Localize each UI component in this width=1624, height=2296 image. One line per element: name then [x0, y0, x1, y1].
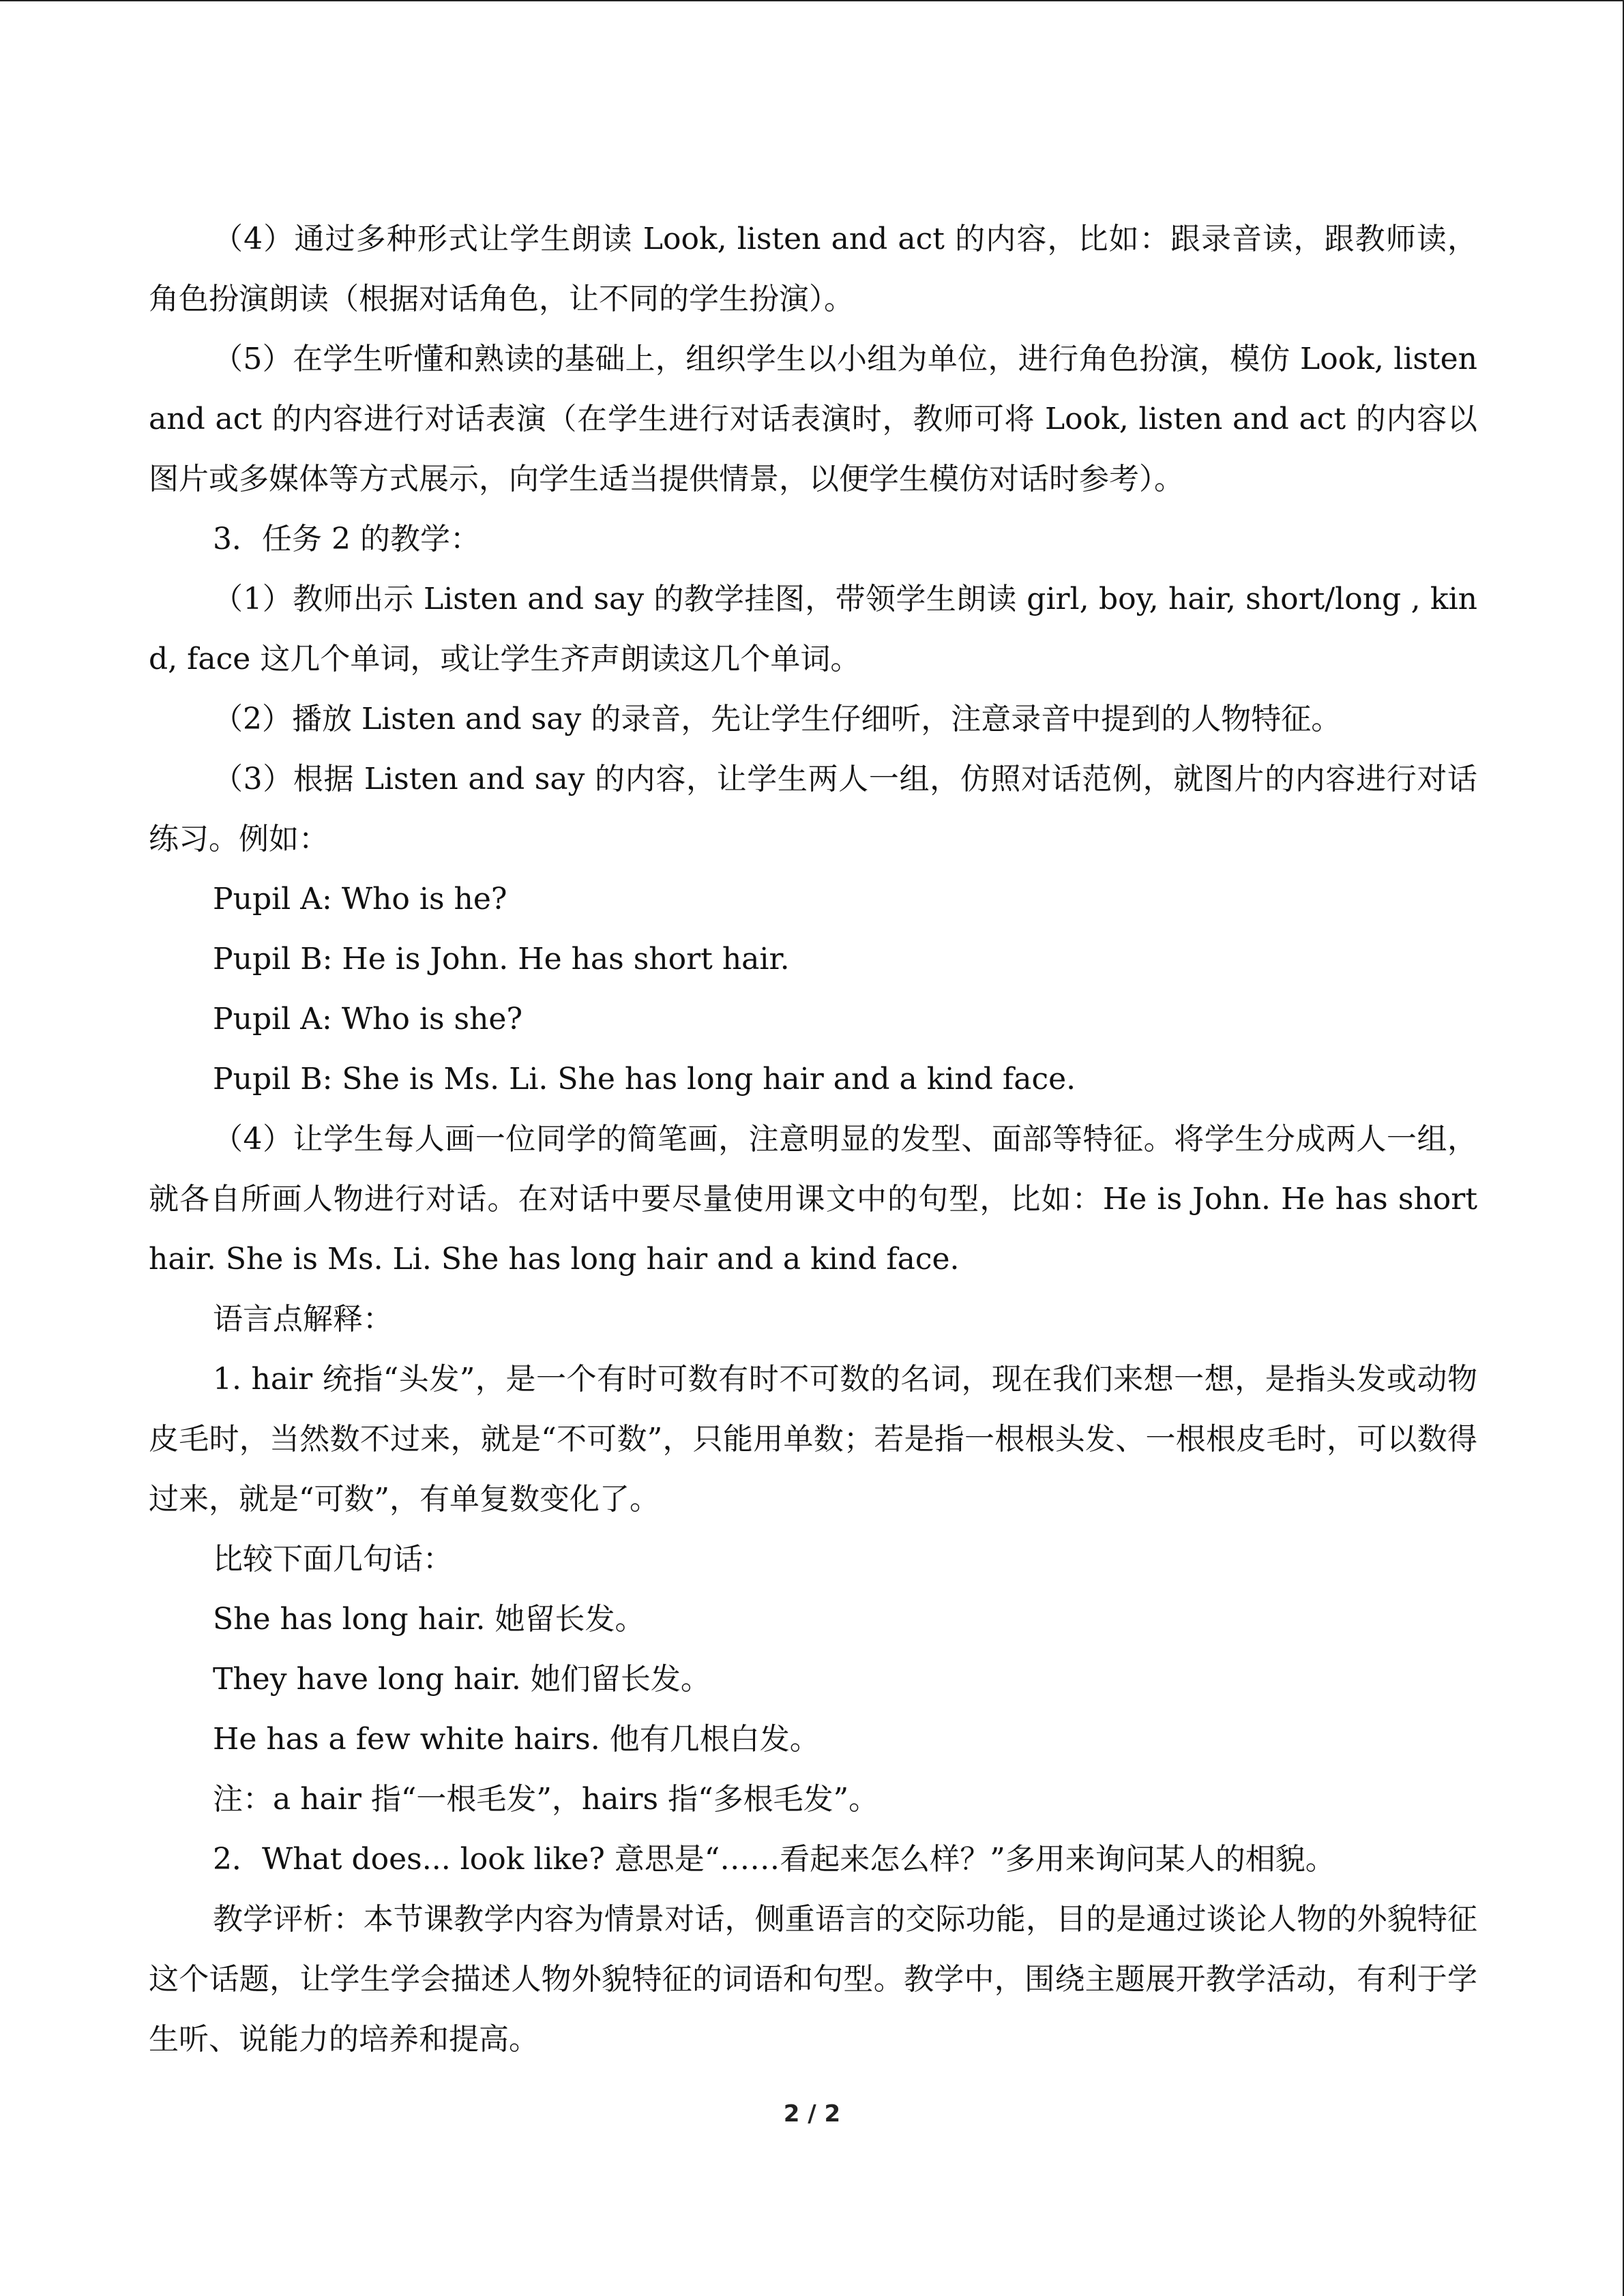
section-heading-language-points: 语言点解释：: [213, 1302, 393, 1337]
dialogue-line: Pupil B: She is Ms. Li. She has long hair and a kind face.: [213, 1062, 1076, 1097]
paragraph-task-2-step-2: （2）播放 Listen and say 的录音，先让学生仔细听，注意录音中提到的人物特征。: [213, 702, 1342, 736]
dialogue-line: Pupil A: Who is she?: [213, 1002, 523, 1037]
example-sentence: They have long hair. 她们留长发。: [213, 1662, 711, 1697]
example-sentence: She has long hair. 她留长发。: [213, 1602, 645, 1637]
paragraph-teaching-evaluation: 教学评析：本节课教学内容为情景对话，侧重语言的交际功能，目的是通过谈论人物的外貌特征这个话题，让学生学会描述人物外貌特征的词语和句型。教学中，围绕主题展开教学活动，有利于学生听、说能力的培养和提高。: [149, 1902, 1477, 2057]
paragraph-step-5-role-play: （5）在学生听懂和熟读的基础上，组织学生以小组为单位，进行角色扮演，模仿 Look, listen and act 的内容进行对话表演（在学生进行对话表演时，教师可将 Look, listen and act 的内容以图片或多媒体等方式展示，向学生适当提供情景，以便学生模仿对话时参考）。: [149, 342, 1477, 496]
note-line: 注：a hair 指“一根毛发”，hairs 指“多根毛发”。: [213, 1782, 879, 1817]
paragraph-task-2-step-1: （1）教师出示 Listen and say 的教学挂图，带领学生朗读 girl, boy, hair, short/long , kind, face 这几个单词，或让学生齐声朗读这几个单词。: [149, 582, 1477, 676]
paragraph-what-does-look-like: 2．What does... look like? 意思是“……看起来怎么样？”多用来询问某人的相貌。: [213, 1842, 1335, 1877]
paragraph-step-4-reading: （4）通过多种形式让学生朗读 Look, listen and act 的内容，比如：跟录音读，跟教师读，角色扮演朗读（根据对话角色，让不同的学生扮演）。: [149, 222, 1477, 316]
paragraph-compare-intro: 比较下面几句话：: [213, 1542, 453, 1577]
example-sentence: He has a few white hairs. 他有几根白发。: [213, 1722, 820, 1757]
paragraph-hair-explanation: 1. hair 统指“头发”，是一个有时可数有时不可数的名词，现在我们来想一想，是指头发或动物皮毛时，当然数不过来，就是“不可数”，只能用单数；若是指一根根头发、一根根皮毛时，可以数得过来，就是“可数”，有单复数变化了。: [149, 1362, 1477, 1517]
dialogue-line: Pupil B: He is John. He has short hair.: [213, 942, 790, 976]
paragraph-task-2-step-4: （4）让学生每人画一位同学的简笔画，注意明显的发型、面部等特征。将学生分成两人一组，就各自所画人物进行对话。在对话中要尽量使用课文中的句型，比如：He is John. He has short hair. She is Ms. Li. She has long hair and a kind face.: [149, 1122, 1477, 1277]
paragraph-task-2-step-3: （3）根据 Listen and say 的内容，让学生两人一组，仿照对话范例，就图片的内容进行对话练习。例如：: [149, 762, 1477, 856]
document-body: [149, 209, 1477, 2070]
paragraph-task-2-heading: 3．任务 2 的教学：: [213, 522, 480, 556]
dialogue-line: Pupil A: Who is he?: [213, 882, 507, 916]
page-number: 2 / 2: [783, 2100, 841, 2128]
